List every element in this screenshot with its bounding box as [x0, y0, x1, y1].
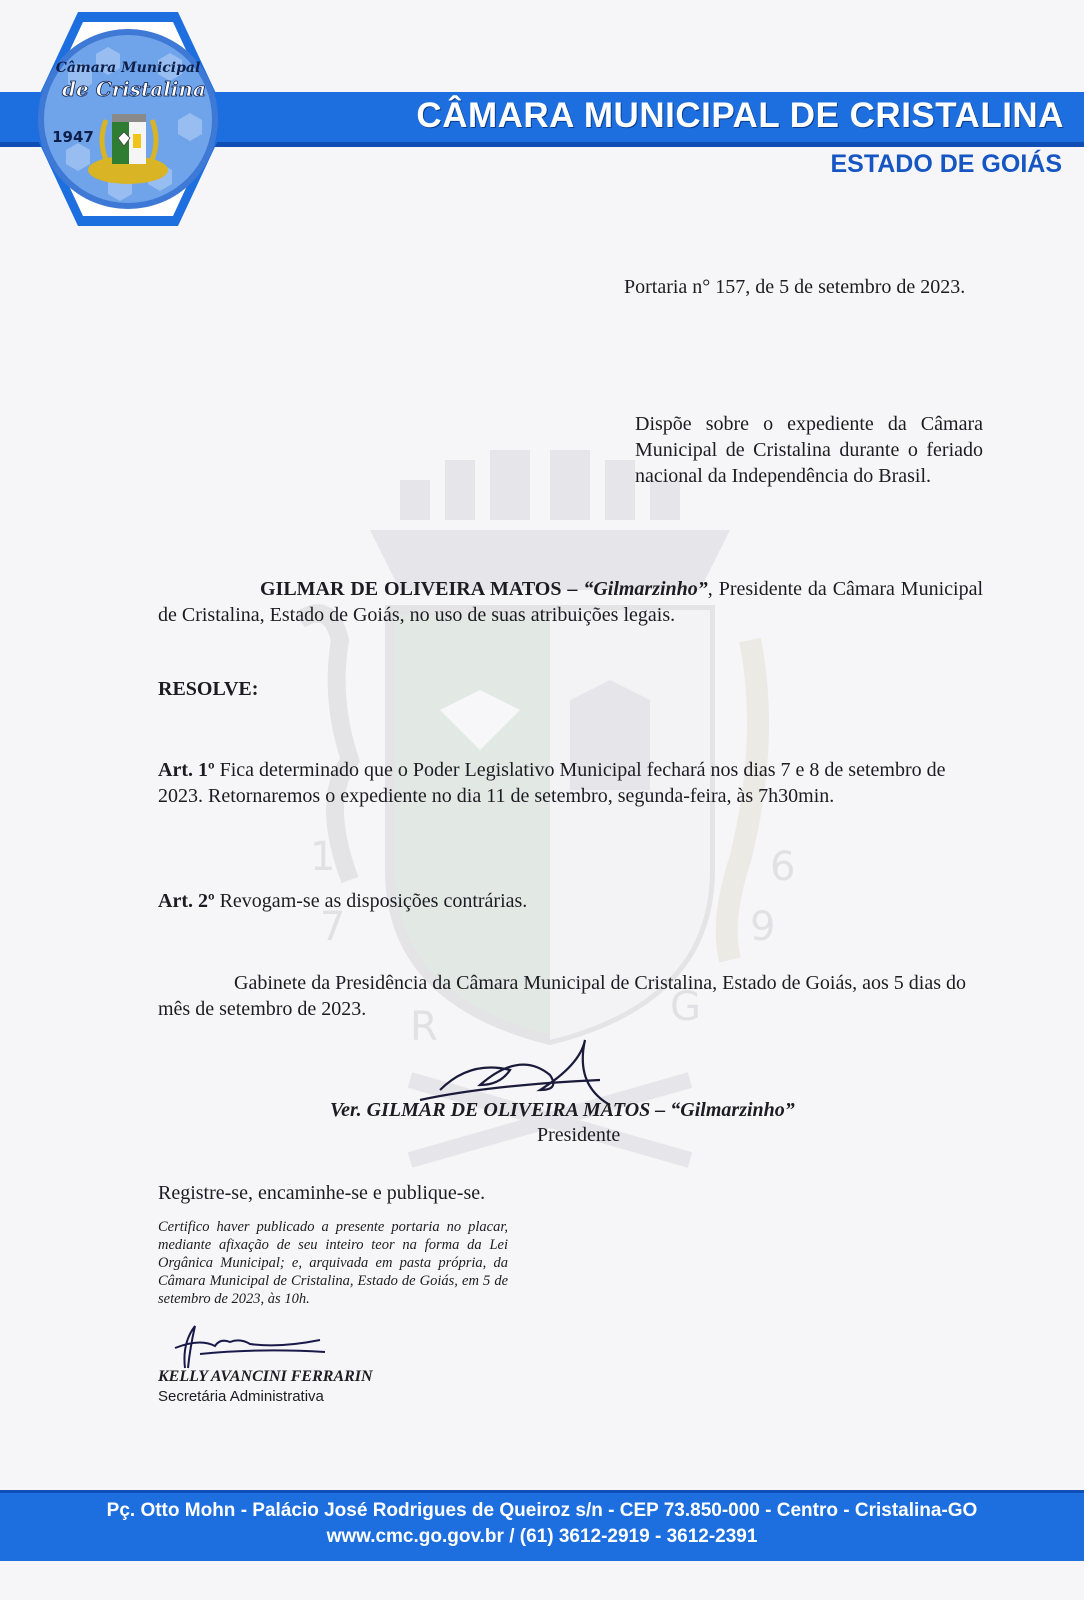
- portaria-number: Portaria n° 157, de 5 de setembro de 2023.: [624, 276, 966, 298]
- secretary-signature: [160, 1318, 330, 1374]
- header-subtitle: ESTADO DE GOIÁS: [830, 150, 1062, 178]
- seal-year: 1947: [52, 128, 94, 146]
- signer-nickname: “Gilmarzinho”: [670, 1099, 795, 1121]
- article-1: [158, 757, 983, 809]
- svg-text:R: R: [410, 1004, 438, 1050]
- president-nickname: “Gilmarzinho”: [583, 578, 708, 600]
- signer-role: Presidente: [537, 1124, 621, 1146]
- svg-text:7: 7: [320, 904, 346, 950]
- intro-paragraph: [158, 576, 983, 628]
- article-2-text: Revogam-se as disposições contrárias.: [214, 890, 528, 912]
- seal-text-mid: de Cristalina: [62, 77, 206, 101]
- secretary-name: KELLY AVANCINI FERRARIN: [158, 1368, 373, 1385]
- president-name: GILMAR DE OLIVEIRA MATOS –: [260, 578, 578, 600]
- registre-line: Registre-se, encaminhe-se e publique-se.: [158, 1182, 486, 1204]
- ementa: Dispõe sobre o expediente da Câmara Municipal de Cristalina durante o feriado nacional da Independência do Brasil.: [635, 413, 983, 487]
- signer-name: Ver. GILMAR DE OLIVEIRA MATOS –: [330, 1099, 666, 1121]
- certification-note: Certifico haver publicado a presente portaria no placar, mediante afixação de seu inteiro teor na forma da Lei Orgânica Municipal; e, arquivada em pasta própria, da Câmara Municipal de Cristalina, Estado de Goiás, em 5 de setembro de 2023, às 10h.: [158, 1219, 508, 1307]
- intro-text: , Presidente da Câmara Municipal de Cristalina, Estado de Goiás, no uso de suas atribuições legais.: [158, 578, 984, 626]
- svg-text:1: 1: [310, 834, 336, 880]
- article-1-text: Fica determinado que o Poder Legislativo Municipal fechará nos dias 7 e 8 de setembro de 2023. Retornaremos o expediente no dia 11 de setembro, segunda-feira, às 7h30min.: [158, 759, 946, 807]
- gabinete-paragraph: Gabinete da Presidência da Câmara Municipal de Cristalina, Estado de Goiás, aos 5 dias do mês de setembro de 2023.: [158, 972, 967, 1020]
- header-title: CÂMARA MUNICIPAL DE CRISTALINA: [416, 96, 1064, 135]
- article-2-label: Art. 2º: [158, 890, 215, 912]
- seal-text-top: Câmara Municipal: [55, 60, 201, 76]
- svg-text:9: 9: [750, 904, 776, 950]
- secretary-role: Secretária Administrativa: [158, 1388, 324, 1405]
- article-2: [158, 888, 527, 914]
- footer-contact: www.cmc.go.gov.br / (61) 3612-2919 - 3612-2391: [326, 1526, 758, 1547]
- svg-text:G: G: [670, 984, 701, 1030]
- article-1-label: Art. 1º: [158, 759, 215, 781]
- resolve-heading: RESOLVE:: [158, 678, 259, 700]
- svg-text:6: 6: [770, 844, 796, 890]
- footer-address: Pç. Otto Mohn - Palácio José Rodrigues de Queiroz s/n - CEP 73.850-000 - Centro - Cristalina-GO: [106, 1500, 978, 1521]
- chamber-seal-logo: [28, 10, 228, 228]
- signer-line: [330, 1097, 795, 1123]
